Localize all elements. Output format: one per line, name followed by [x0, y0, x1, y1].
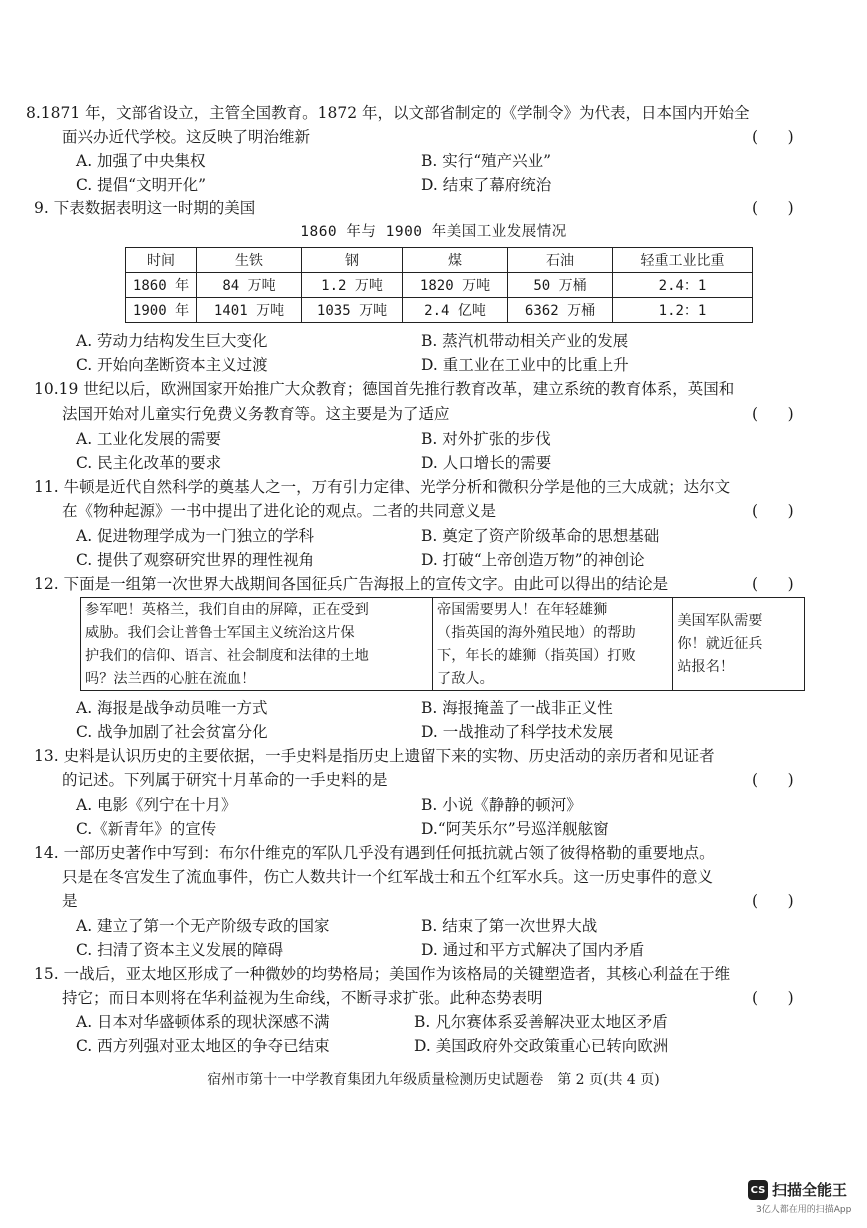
q10-option-c: C. 民主化改革的要求 — [76, 454, 222, 472]
table-cell: 1.2：1 — [613, 298, 753, 323]
q13-option-b: B. 小说《静静的顿河》 — [421, 796, 582, 814]
poster-line: 参军吧！英格兰，我们自由的屏障，正在受到 — [85, 602, 369, 618]
table-header: 时间 — [126, 248, 197, 273]
q15-answer-parens: ( ) — [752, 989, 794, 1007]
q9-option-c: C. 开始向垄断资本主义过渡 — [76, 356, 268, 374]
table-header-row — [126, 248, 753, 273]
q15-option-c: C. 西方列强对亚太地区的争夺已结束 — [76, 1037, 330, 1055]
table-header: 煤 — [403, 248, 508, 273]
table-cell: 50 万桶 — [508, 273, 613, 298]
q10-answer-parens: ( ) — [752, 405, 794, 423]
table-cell: 2.4 亿吨 — [403, 298, 508, 323]
camscanner-name: 扫描全能王 — [772, 1181, 848, 1199]
q8-option-b: B. 实行“殖产兴业” — [421, 152, 552, 170]
poster-line: 下，年长的雄狮（指英国）打败 — [437, 648, 636, 664]
poster-line: 了敌人。 — [437, 671, 494, 687]
q8-stem-line2: 面兴办近代学校。这反映了明治维新 — [62, 128, 311, 146]
poster-line: 站报名！ — [677, 659, 735, 675]
q14-option-c: C. 扫清了资本主义发展的障碍 — [76, 941, 284, 959]
poster-britain — [81, 598, 432, 690]
table-header: 钢 — [302, 248, 403, 273]
q11-option-d: D. 打破“上帝创造万物”的神创论 — [421, 551, 645, 569]
q14-stem-line1: 14. 一部历史著作中写到：布尔什维克的军队几乎没有遇到任何抵抗就占领了彼得格勒的重要地点。 — [34, 844, 715, 862]
q11-option-a: A. 促进物理学成为一门独立的学科 — [76, 527, 315, 545]
q9-table-title: 1860 年与 1900 年美国工业发展情况 — [300, 224, 567, 240]
q13-option-d: D.“阿芙乐尔”号巡洋舰舷窗 — [421, 820, 609, 838]
q9-option-a: A. 劳动力结构发生巨大变化 — [76, 332, 268, 350]
q10-stem-line1: 10.19 世纪以后，欧洲国家开始推广大众教育；德国首先推行教育改革，建立系统的教育体系，英国和 — [34, 380, 735, 398]
q14-stem-line2: 只是在冬宫发生了流血事件，伤亡人数共计一个红军战士和五个红军水兵。这一历史事件的意义 — [62, 868, 714, 886]
q15-option-a: A. 日本对华盛顿体系的现状深感不满 — [76, 1013, 330, 1031]
q13-answer-parens: ( ) — [752, 771, 794, 789]
q14-option-d: D. 通过和平方式解决了国内矛盾 — [421, 941, 645, 959]
q12-stem-line1: 12. 下面是一组第一次世界大战期间各国征兵广告海报上的宣传文字。由此可以得出的结论是 — [34, 575, 669, 593]
table-cell: 1860 年 — [126, 273, 197, 298]
q14-option-b: B. 结束了第一次世界大战 — [421, 917, 598, 935]
q12-answer-parens: ( ) — [752, 575, 794, 593]
table-cell: 6362 万桶 — [508, 298, 613, 323]
q15-stem-line2: 持它；而日本则将在华利益视为生命线，不断寻求扩张。此种态势表明 — [62, 989, 543, 1007]
q12-option-b: B. 海报掩盖了一战非正义性 — [421, 699, 613, 717]
poster-line: 帝国需要男人！在年轻雄狮 — [437, 602, 608, 618]
q11-option-b: B. 奠定了资产阶级革命的思想基础 — [421, 527, 660, 545]
q13-stem-line1: 13. 史料是认识历史的主要依据，一手史料是指历史上遗留下来的实物、历史活动的亲历者和见证者 — [34, 747, 715, 765]
table-cell: 1820 万吨 — [403, 273, 508, 298]
q14-answer-parens: ( ) — [752, 892, 794, 910]
q10-option-b: B. 对外扩张的步伐 — [421, 430, 551, 448]
q8-stem-line1: 8.1871 年，文部省设立，主管全国教育。1872 年，以文部省制定的《学制令》为代表，日本国内开始全 — [26, 104, 750, 122]
table-header: 生铁 — [197, 248, 302, 273]
q9-option-b: B. 蒸汽机带动相关产业的发展 — [421, 332, 629, 350]
q14-option-a: A. 建立了第一个无产阶级专政的国家 — [76, 917, 330, 935]
q8-option-c: C. 提倡“文明开化” — [76, 176, 207, 194]
q14-stem-line3: 是 — [62, 892, 78, 910]
q11-option-c: C. 提供了观察研究世界的理性视角 — [76, 551, 315, 569]
q12-option-d: D. 一战推动了科学技术发展 — [421, 723, 614, 741]
q8-answer-parens: ( ) — [752, 128, 794, 146]
q12-option-c: C. 战争加剧了社会贫富分化 — [76, 723, 268, 741]
table-cell: 84 万吨 — [197, 273, 302, 298]
q15-stem-line1: 15. 一战后，亚太地区形成了一种微妙的均势格局；美国作为该格局的关键塑造者，其核心利益在于维 — [34, 965, 731, 983]
q12-poster-table — [80, 597, 805, 691]
q9-stem-line1: 9. 下表数据表明这一时期的美国 — [34, 199, 256, 217]
poster-line: 威胁。我们会让普鲁士军国主义统治这片保 — [85, 625, 355, 641]
q10-option-a: A. 工业化发展的需要 — [76, 430, 222, 448]
poster-line: 护我们的信仰、语言、社会制度和法律的土地 — [85, 648, 369, 664]
q8-option-a: A. 加强了中央集权 — [76, 152, 206, 170]
poster-line: 你！就近征兵 — [677, 636, 763, 652]
camscanner-logo-icon: CS — [748, 1180, 768, 1200]
page-footer: 宿州市第十一中学教育集团九年级质量检测历史试题卷 第 2 页(共 4 页) — [207, 1072, 660, 1088]
q12-option-a: A. 海报是战争动员唯一方式 — [76, 699, 268, 717]
poster-line: （指英国的海外殖民地）的帮助 — [437, 625, 636, 641]
q11-stem-line1: 11. 牛顿是近代自然科学的奠基人之一，万有引力定律、光学分析和微积分学是他的三大成就；达尔文 — [34, 478, 731, 496]
q9-answer-parens: ( ) — [752, 199, 794, 217]
table-row — [126, 273, 753, 298]
poster-empire — [432, 598, 672, 690]
q15-option-d: D. 美国政府外交政策重心已转向欧洲 — [414, 1037, 669, 1055]
q8-option-d: D. 结束了幕府统治 — [421, 176, 552, 194]
table-cell: 1900 年 — [126, 298, 197, 323]
poster-line: 吗？法兰西的心脏在流血！ — [85, 671, 256, 687]
poster-line: 美国军队需要 — [677, 613, 763, 629]
q15-option-b: B. 凡尔赛体系妥善解决亚太地区矛盾 — [414, 1013, 668, 1031]
q9-option-d: D. 重工业在工业中的比重上升 — [421, 356, 629, 374]
table-header: 石油 — [508, 248, 613, 273]
table-cell: 2.4：1 — [613, 273, 753, 298]
q13-stem-line2: 的记述。下列属于研究十月革命的一手史料的是 — [62, 771, 388, 789]
q11-answer-parens: ( ) — [752, 502, 794, 520]
q13-option-a: A. 电影《列宁在十月》 — [76, 796, 237, 814]
table-cell: 1035 万吨 — [302, 298, 403, 323]
table-row — [126, 298, 753, 323]
q10-option-d: D. 人口增长的需要 — [421, 454, 552, 472]
q13-option-c: C.《新青年》的宣传 — [76, 820, 217, 838]
q11-stem-line2: 在《物种起源》一书中提出了进化论的观点。二者的共同意义是 — [62, 502, 497, 520]
table-cell: 1.2 万吨 — [302, 273, 403, 298]
poster-usa — [672, 598, 804, 690]
q9-data-table — [125, 247, 753, 323]
table-cell: 1401 万吨 — [197, 298, 302, 323]
q10-stem-line2: 法国开始对儿童实行免费义务教育等。这主要是为了适应 — [62, 405, 450, 423]
camscanner-tagline: 3亿人都在用的扫描App — [756, 1205, 852, 1215]
table-header: 轻重工业比重 — [613, 248, 753, 273]
